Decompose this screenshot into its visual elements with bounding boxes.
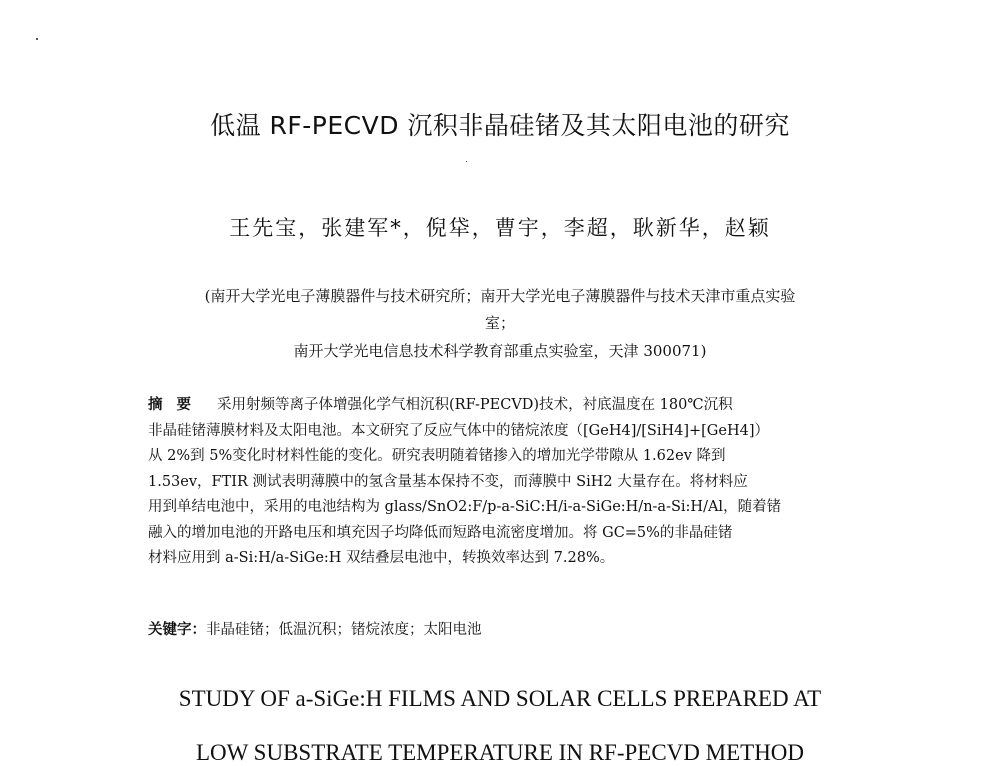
abstract-line-7: 材料应用到 a-Si:H/a-SiGe:H 双结叠层电池中，转换效率达到 7.28%。 <box>148 550 615 566</box>
abstract-line-6: 融入的增加电池的开路电压和填充因子均降低而短路电流密度增加。将 GC=5%的非晶硅锗 <box>148 524 733 541</box>
english-title-line-2: LOW SUBSTRATE TEMPERATURE IN RF-PECVD METHOD <box>195 740 805 765</box>
abstract-label: 摘要 <box>148 397 205 413</box>
abstract-line-5: 用到单结电池中，采用的电池结构为 glass/SnO2:F/p-a-SiC:H/i-a-SiGe:H/n-a-Si:H/Al，随着锗 <box>148 499 782 515</box>
affiliation-line-2: 室； <box>484 314 515 332</box>
abstract-line-4: 1.53ev，FTIR 测试表明薄膜中的氢含量基本保持不变，而薄膜中 SiH2 大量存在。将材料应 <box>148 473 748 490</box>
keywords-label: 关键字： <box>148 622 206 638</box>
keywords-text: 非晶硅锗；低温沉积；锗烷浓度；太阳电池 <box>206 622 482 638</box>
paper-title: 低温 RF-PECVD 沉积非晶硅锗及其太阳电池的研究 <box>210 111 790 140</box>
abstract-line-1 <box>148 393 868 419</box>
scan-speck <box>36 38 38 40</box>
abstract-text: 采用射频等离子体增强化学气相沉积(RF-PECVD)技术，衬底温度在 180℃沉积 <box>217 397 733 413</box>
abstract <box>148 393 868 572</box>
keywords <box>148 618 482 639</box>
scan-speck <box>466 161 467 162</box>
abstract-line-3: 从 2%到 5%变化时材料性能的变化。研究表明随着锗掺入的增加光学带隙从 1.62ev 降到 <box>148 448 726 464</box>
affiliation-line-1: (南开大学光电子薄膜器件与技术研究所；南开大学光电子薄膜器件与技术天津市重点实验 <box>204 287 796 305</box>
abstract-line-2: 非晶硅锗薄膜材料及太阳电池。本文研究了反应气体中的锗烷浓度（[GeH4]/[SiH4]+[GeH4]） <box>148 422 769 439</box>
english-title-line-1: STUDY OF a-SiGe:H FILMS AND SOLAR CELLS PREPARED AT <box>178 686 822 711</box>
author-list: 王先宝，张建军*，倪牮，曹宇，李超，耿新华，赵颖 <box>229 216 771 240</box>
affiliation-line-3: 南开大学光电信息技术科学教育部重点实验室，天津 300071) <box>293 342 707 360</box>
